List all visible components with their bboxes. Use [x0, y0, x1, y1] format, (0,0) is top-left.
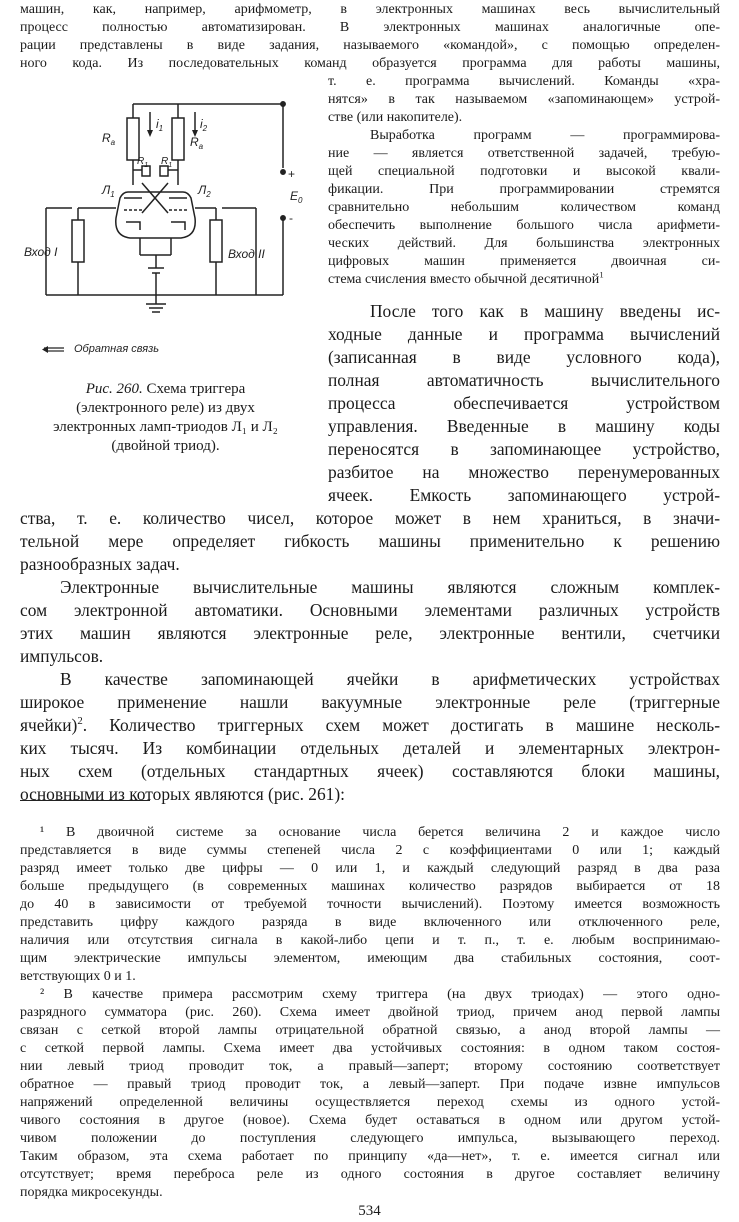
text-line: Электронные вычислительные машины являются сложным комплек-	[60, 577, 720, 597]
text-line: щей специальной подготовки и высокой квали-	[328, 164, 720, 179]
text-line: т. е. программа вычислений. Команды «хра-	[328, 74, 720, 89]
text-fragment: . Количество триггерных схем может достигать в машине несколь-	[82, 715, 720, 735]
footnote-line: наличия или отсутствия сигнала в какой-либо цепи и т. п., т. е. любым воспринимаю-	[20, 933, 720, 948]
text-fragment: ячейки)	[20, 715, 78, 735]
trigger-circuit-diagram	[18, 90, 313, 380]
footnote-ref: 2	[77, 715, 83, 728]
label-e0: $E_0$	[290, 189, 303, 205]
text-fragment: стема счисления вместо обычной десятичной	[328, 272, 600, 287]
text-line: разнообразных задач.	[20, 554, 180, 574]
text-line: управления. Введенные в машину коды	[328, 416, 720, 436]
footnote-line: ¹ В двоичной системе за основание числа берется величина 2 и каждое число	[40, 825, 720, 840]
text-line: этих машин являются электронные реле, электронные вентили, счетчики	[20, 623, 720, 643]
text-line: тельной мере определяет гибкость машины применительно к решению	[20, 531, 720, 551]
text-line: стве (или накопителе).	[328, 110, 463, 125]
label-i1: $i_1$	[156, 117, 164, 133]
label-minus: -	[289, 211, 293, 225]
footnote-ref: 1	[599, 269, 604, 280]
text-line: рации представлены в виде задания, называемого «командой», с помощью определен-	[20, 38, 720, 53]
text-line: ких тысяч. Из комбинации отдельных деталей и элементарных электрон-	[20, 738, 720, 758]
footnote-line: с сеткой первой лампы. Схема имеет два устойчивых состояния: в одном таком состоя-	[20, 1041, 720, 1056]
label-input-1: Вход I	[24, 245, 58, 259]
label-r1: $R_1$	[137, 156, 149, 169]
footnote-line: чивого состояния в другое (новое). Схема будет оставаться в одном или другом устой-	[20, 1113, 720, 1128]
text-line: ходные данные и программа вычислений	[328, 324, 720, 344]
text-line: полная автоматичность вычислительного	[328, 370, 720, 390]
text-line: сом электронной автоматики. Основными элементами различных устройств	[20, 600, 720, 620]
footnote-line: представляется в виде суммы степеней числа 2 с коэффициентами 0 или 1; каждый	[20, 843, 720, 858]
label-plus: +	[288, 167, 296, 181]
text-line: ных схем (отдельных стандартных ячеек) составляются блоки машины,	[20, 761, 720, 781]
text-line: После того как в машину введены ис-	[370, 301, 720, 321]
footnote-line: напряжений определенной величины осуществляется переход схемы из одного устой-	[20, 1095, 720, 1110]
text-line: В качестве запоминающей ячейки в арифметических устройствах	[60, 669, 720, 689]
footnote-line: представить цифру каждого разряда в виде включенного или отключенного реле,	[20, 915, 720, 930]
text-line: ного кода. Из последовательных команд образуется программа для работы машины,	[20, 56, 720, 71]
text-line: ческих действий. Для большинства электронных	[328, 236, 720, 251]
text-line: переносятся в запоминающее устройство,	[328, 439, 720, 459]
footnote-line: связан с сеткой второй лампы отрицательной обратной связью, а анод второй лампы —	[20, 1023, 720, 1038]
footnote-line: ветствующих 0 и 1.	[20, 969, 136, 984]
text-line	[328, 269, 604, 288]
footnote-line: Таким образом, эта схема работает по принципу «да—нет», т. е. имеется сигнал или	[20, 1149, 720, 1164]
figure-caption-line: электронных ламп-триодов Л₁ и Л₂	[53, 419, 278, 435]
footnote-line: обратное — правый триод проводит ток, а левый—заперт. При подаче извне импульсов	[20, 1077, 720, 1092]
footnote-line: до 40 в зависимости от требуемой точности вычислений). Поэтому имеется возможность	[20, 897, 720, 912]
text-line: Выработка программ — программирова-	[370, 128, 720, 143]
label-l1: $Л_1$	[102, 183, 115, 199]
figure-caption-line: (двойной триод).	[111, 438, 220, 454]
label-feedback: Обратная связь	[74, 343, 160, 355]
text-line: фикации. При программировании стремятся	[328, 182, 720, 197]
footnote-line: чивом положении до поступления следующего импульса, вызывающего переход.	[20, 1131, 720, 1146]
text-line: ства, т. е. количество чисел, которое может в нем храниться, в значи-	[20, 508, 720, 528]
footnote-line: щим электрические импульсы элементом, имеющим два стабильных состояния, соот-	[20, 951, 720, 966]
text-line: нятся» в так называемом «запоминающем» устрой-	[328, 92, 720, 107]
text-line: машин, как, например, арифмометр, в электронных машинах весь вычислительный	[20, 2, 720, 17]
footnote-line: ² В качестве примера рассмотрим схему триггера (на двух триодах) — этого одно-	[40, 987, 720, 1002]
figure-label: Рис. 260.	[85, 381, 143, 397]
footnote-line: больше предыдущего (в современных машинах количество разрядов выбирается от 18	[20, 879, 720, 894]
text-line: импульсов.	[20, 646, 104, 666]
footnote-line: разрядного сумматора (рис. 260). Схема имеет двойной триод, причем анод первой лампы	[20, 1005, 720, 1020]
label-i2: $i_2$	[200, 117, 208, 133]
text-line: процесс полностью автоматизирован. В электронных машинах аналогичные опе-	[20, 20, 720, 35]
text-line: сравнительно небольшим количеством команд	[328, 200, 720, 215]
text-line: ние — является ответственной задачей, требую-	[328, 146, 720, 161]
footnote-line: порядка микросекунды.	[20, 1185, 163, 1200]
text-line: широкое применение нашли вакуумные электронные реле (триггерные	[20, 692, 720, 712]
label-l2: $Л_2$	[198, 183, 211, 199]
text-line	[20, 715, 720, 735]
text-line: основными из которых являются (рис. 261):	[20, 784, 345, 804]
text-line: ячеек. Емкость запоминающего устрой-	[328, 485, 720, 505]
text-line: процесса обеспечивается устройством	[328, 393, 720, 413]
page-number: 534	[358, 1203, 381, 1219]
label-ra2: $R_a$	[190, 135, 204, 151]
footnote-line: нии левый триод проводит ток, а правый—заперт; второму состоянию соответствует	[20, 1059, 720, 1074]
figure-caption-line	[18, 381, 313, 398]
text-line: (записанная в виде условного кода),	[328, 347, 720, 367]
text-line: цифровых машин применяется двоичная си-	[328, 254, 720, 269]
text-line: обеспечить выполнение большого числа арифмети-	[328, 218, 720, 233]
label-input-2: Вход II	[228, 247, 265, 261]
label-r2: $R_1$	[161, 156, 173, 169]
caption-text: Схема триггера	[142, 381, 246, 397]
footnote-rule	[20, 800, 150, 801]
label-ra: $R_a$	[102, 131, 116, 147]
text-line: разбитое на множество перенумерованных	[328, 462, 720, 482]
figure-caption-line: (электронного реле) из двух	[76, 400, 255, 416]
footnote-line: отсутствует; время переброса реле из одного состояния в другое составляет величину	[20, 1167, 720, 1182]
footnote-line: разряд имеет только две цифры — 0 или 1, и каждый следующий разряд в два раза	[20, 861, 720, 876]
